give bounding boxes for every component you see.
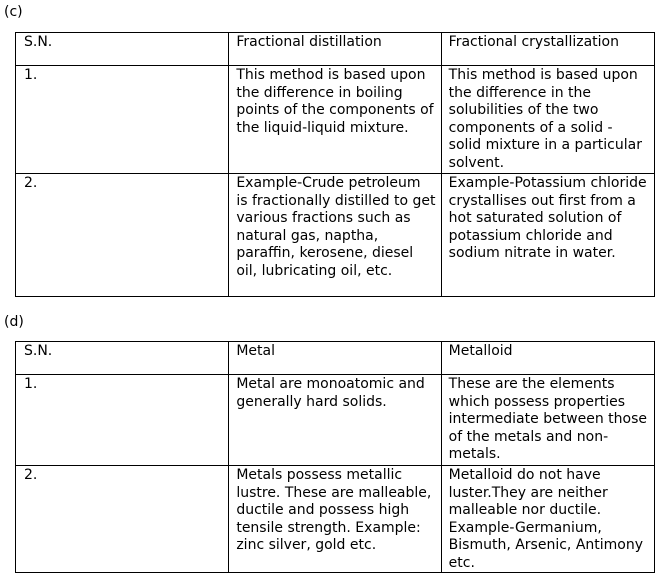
crystallization-example-cell: Example-Potassium chloride crystallises out first from a hot saturated solution of potassium chloride and sodium nitrate in water. (441, 174, 654, 297)
metalloid-example-cell: Metalloid do not have luster.They are neither malleable nor ductile. Example-Germanium, Bismuth, Arsenic, Antimony etc. (441, 466, 654, 573)
distillation-basis-cell: This method is based upon the difference in boiling points of the components of the liquid-liquid mixture. (229, 66, 441, 174)
crystallization-basis-cell: This method is based upon the difference in the solubilities of the two components of a solid - solid mixture in a particular solvent. (441, 66, 654, 174)
header-metalloid: Metalloid (441, 342, 654, 375)
distillation-example-cell: Example-Crude petroleum is fractionally distilled to get various fractions such as natural gas, naptha, paraffin, kerosene, diesel oil, lubricating oil, etc. (229, 174, 441, 297)
row-sn: 2. (16, 466, 229, 573)
table-header-row (16, 342, 655, 375)
table-header-row (16, 33, 655, 66)
distillation-vs-crystallization-table (15, 32, 655, 297)
metalloid-property-cell: These are the elements which possess properties intermediate between those of the metals and non-metals. (441, 375, 654, 466)
header-fractional-distillation: Fractional distillation (229, 33, 441, 66)
table-row (16, 375, 655, 466)
row-sn: 1. (16, 375, 229, 466)
table-row (16, 466, 655, 573)
metal-property-cell: Metal are monoatomic and generally hard solids. (229, 375, 441, 466)
section-d-label: (d) (4, 314, 24, 330)
table-row (16, 174, 655, 297)
metal-vs-metalloid-table (15, 341, 655, 573)
header-fractional-crystallization: Fractional crystallization (441, 33, 654, 66)
metal-example-cell: Metals possess metallic lustre. These are malleable, ductile and possess high tensile strength. Example: zinc silver, gold etc. (229, 466, 441, 573)
row-sn: 2. (16, 174, 229, 297)
header-metal: Metal (229, 342, 441, 375)
header-sn: S.N. (16, 33, 229, 66)
section-c-label: (c) (4, 4, 23, 20)
table-row (16, 66, 655, 174)
row-sn: 1. (16, 66, 229, 174)
header-sn: S.N. (16, 342, 229, 375)
